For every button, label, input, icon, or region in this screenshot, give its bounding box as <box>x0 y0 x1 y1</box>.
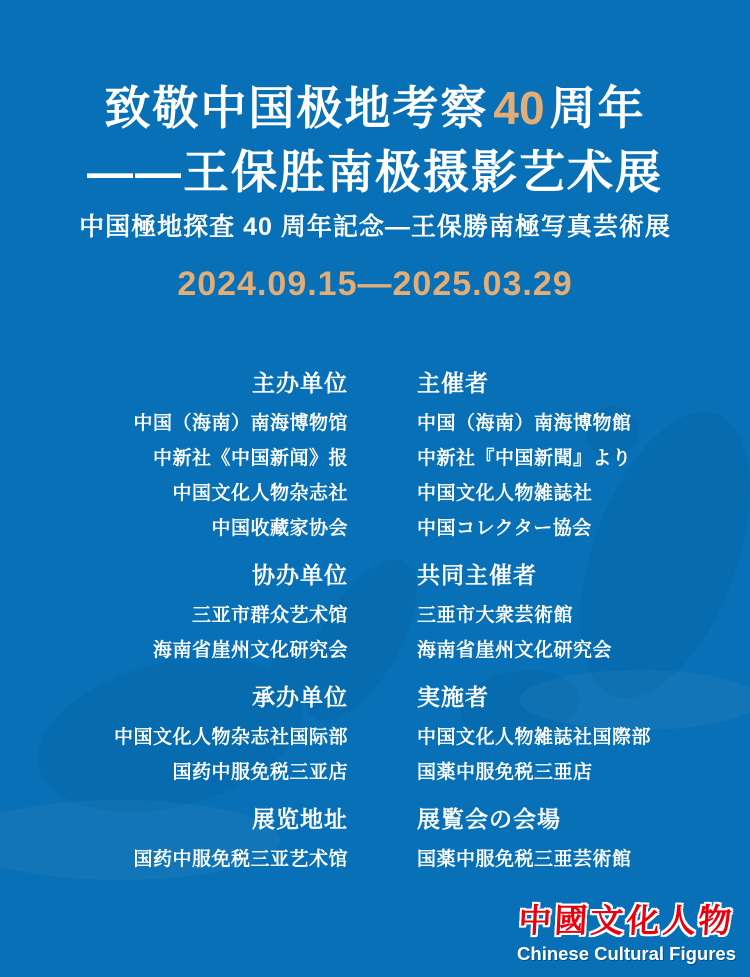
title-prefix: 致敬中国极地考察 <box>104 82 489 134</box>
logo-english-text: Chinese Cultural Figures <box>517 943 736 964</box>
credit-cn: 中国（海南）南海博物馆 <box>133 413 348 434</box>
section-body <box>0 406 750 546</box>
credit-cn: 中国收藏家协会 <box>211 518 348 539</box>
credit-jp: 中国コレクター協会 <box>417 518 592 539</box>
credit-cn: 海南省崖州文化研究会 <box>152 640 348 661</box>
credit-cn: 中新社《中国新闻》报 <box>152 448 348 469</box>
header-jp: 主催者 <box>417 370 489 396</box>
section-body <box>0 842 750 877</box>
credit-row <box>0 755 750 790</box>
section-body <box>0 720 750 790</box>
section-co-organizers <box>0 560 750 668</box>
credit-jp: 国薬中服免税三亜店 <box>417 762 593 783</box>
section-venue <box>0 804 750 877</box>
subtitle-japanese: 中国極地探査 40 周年記念—王保勝南極写真芸術展 <box>79 213 671 241</box>
credit-jp: 中国（海南）南海博物館 <box>417 413 632 434</box>
credit-cn: 中国文化人物杂志社国际部 <box>113 727 348 748</box>
header-jp: 実施者 <box>417 684 489 710</box>
main-title-line2: ——王保胜南极摄影艺术展 <box>87 146 663 198</box>
credit-row <box>0 598 750 633</box>
header-cn: 协办单位 <box>252 562 348 588</box>
credits-sections <box>0 368 750 877</box>
title-suffix: 周年 <box>549 82 646 134</box>
section-header-row <box>0 682 750 712</box>
credit-row <box>0 842 750 877</box>
credit-jp: 国薬中服免税三亜芸術館 <box>417 849 632 870</box>
section-undertakers <box>0 682 750 790</box>
credit-row <box>0 406 750 441</box>
credit-cn: 国药中服免税三亚艺术馆 <box>133 849 348 870</box>
credit-cn: 中国文化人物杂志社 <box>172 483 348 504</box>
credit-jp: 中新社『中国新聞』より <box>417 448 632 469</box>
section-header-row <box>0 560 750 590</box>
credit-jp: 海南省崖州文化研究会 <box>417 640 613 661</box>
header-cn: 主办单位 <box>252 370 348 396</box>
section-header-row <box>0 368 750 398</box>
credit-row <box>0 476 750 511</box>
section-body <box>0 598 750 668</box>
poster-header <box>0 0 750 306</box>
credit-row <box>0 720 750 755</box>
credit-jp: 中国文化人物雑誌社 <box>417 483 593 504</box>
credit-jp: 中国文化人物雑誌社国際部 <box>417 727 652 748</box>
credit-jp: 三亜市大衆芸術館 <box>417 605 574 626</box>
main-title-line1 <box>0 76 750 140</box>
header-cn: 承办单位 <box>252 684 348 710</box>
section-header-row <box>0 804 750 834</box>
header-cn: 展览地址 <box>252 806 348 832</box>
logo-chinese-text: 中國文化人物 <box>517 901 736 940</box>
credit-cn: 三亚市群众艺术馆 <box>191 605 348 626</box>
header-jp: 共同主催者 <box>417 562 537 588</box>
credit-row <box>0 441 750 476</box>
header-jp: 展覧会の会場 <box>417 806 561 832</box>
credit-row <box>0 511 750 546</box>
publisher-logo <box>517 901 736 965</box>
title-anniversary-number: 40 <box>493 82 545 134</box>
credit-cn: 国药中服免税三亚店 <box>172 762 348 783</box>
section-organizers <box>0 368 750 546</box>
credit-row <box>0 633 750 668</box>
exhibition-date-range: 2024.09.15—2025.03.29 <box>177 265 573 303</box>
